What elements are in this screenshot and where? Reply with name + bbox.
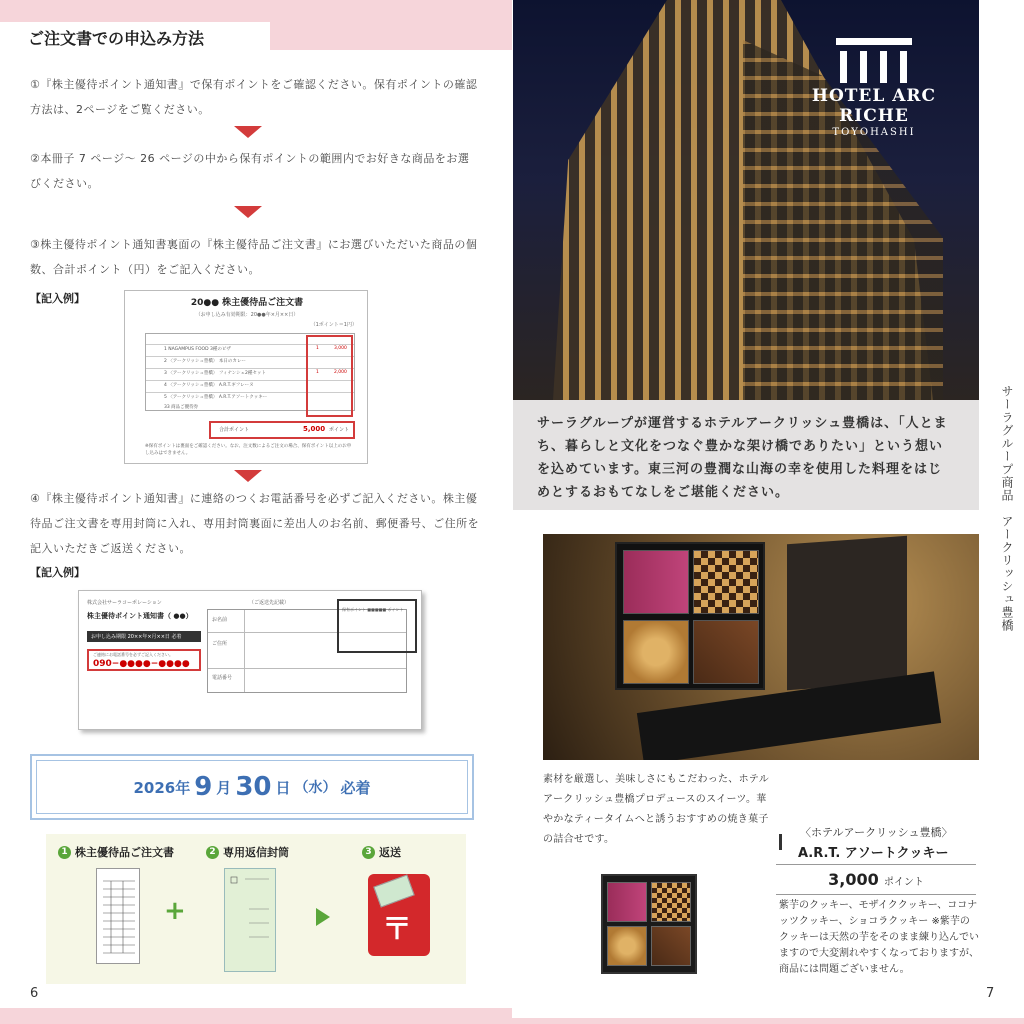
address-row-label: ご住所 [212,641,228,647]
phone-highlight-box [87,649,201,671]
return-header: （ご返送先記載） [249,600,290,606]
step-3-text: ③株主優待ポイント通知書裏面の『株主優待品ご注文書』にお選びいただいた商品の個数、合計ポイント（円）をご記入ください。 [30,238,478,276]
hotel-logo [789,38,959,138]
total-unit: ポイント [329,427,350,433]
hotel-caption: サーラグループが運営するホテルアークリッシュ豊橋は、「人とまち、暮らしと文化をつなぐ豊かな架け橋でありたい」という想いを込めています。東三河の豊潤な山海の幸を使用した料理をはじめとするおもてなしをご堪能ください。 [513,400,979,510]
deadline-box [30,754,474,820]
order-form-note: ※保有ポイントは裏面をご確認ください。なお、注文数によるご注文の場合、保有ポイント以上のお申し込みはできません。 [145,444,352,456]
order-form-title: 20●● 株主優待品ご注文書 [190,298,304,308]
total-label: 合計ポイント [219,427,250,433]
notice-points-box [337,599,417,653]
right-footer-band [512,1018,1024,1024]
cookie-photo [543,534,979,760]
flow-step-2-label: 専用返信封筒 [223,846,289,859]
step-number-icon: 3 [362,846,375,859]
arrow-right-icon [316,908,330,926]
return-flow-diagram [46,834,466,984]
product-thumbnail [601,874,697,974]
order-row: 1 NAGAMPUS FOOD 3種のピザ [164,347,231,352]
points-unit: ポイント [883,877,924,888]
notice-points-label: 保有ポイント ■■■■■ ポイント [342,607,404,612]
notice-deadline-text: お申し込み期限 20××年×月××日 必着 [91,634,182,640]
order-form-deadline: （お申し込み有効期限：20●●年×月××日） [195,312,299,318]
product-brand: 〈ホテルアークリッシュ豊橋〉 [800,826,953,839]
deadline-day: 30 [235,772,272,802]
deadline-weekday: （水） [294,780,337,796]
order-row: 3 〈アークリッシュ豊橋〉 フィナンシェ2種セット [164,371,266,376]
deadline-month-unit: 月 [216,778,232,797]
down-arrow-icon [234,470,262,482]
cookie-box-lid-image [787,536,907,690]
divider [776,864,976,865]
example-label: 【記入例】 [30,292,85,305]
letter-icon [373,875,414,908]
flow-step-1 [58,844,174,860]
hotel-logo-city: TOYOHASHI [832,127,916,138]
divider [776,894,976,895]
postal-mark-icon: 〒 [382,912,412,947]
order-highlight-box [306,335,353,417]
order-total-box [209,421,355,439]
flow-step-3-label: 返送 [379,846,401,859]
side-section-label: サーラグループ商品 アークリッシュ豊橋 [1000,385,1014,632]
order-qty: 1 [316,370,319,375]
order-form-icon [96,868,140,964]
deadline-month: 9 [194,772,213,802]
hotel-logo-mark-icon [836,38,912,82]
product-name: A.R.T. アソートクッキー [798,846,949,861]
order-points: 2,000 [334,370,347,375]
product-detail: 紫芋のクッキー、モザイククッキー、ココナッツクッキー、ショコラクッキー ※紫芋のクッキーは天然の芋をそのまま練り込んでいますので大変割れやすくなっておりますが、商品には問題ございません。 [779,900,979,975]
product-points [776,870,976,889]
order-row: 33 商品ご優待券 [164,405,199,410]
flow-step-2 [206,844,289,860]
hotel-photo [513,0,979,400]
phone-note: ご連絡にお電話番号を必ずご記入ください。 [93,652,173,657]
notice-company: 株式会社サーラコーポレーション [87,600,162,606]
notice-deadline-bar [87,631,201,642]
step-number-icon: 1 [58,846,71,859]
left-footer-band [0,1008,512,1024]
order-row: 2 〈アークリッシュ豊橋〉 本日のカレー [164,359,246,364]
order-form-example [124,290,368,464]
address-row-label: お名前 [212,617,228,623]
step-2-text: ②本冊子 7 ページ～ 26 ページの中から保有ポイントの範囲内でお好きな商品をお選びください。 [30,152,470,190]
flow-step-1-label: 株主優待品ご注文書 [75,846,174,859]
example-label: 【記入例】 [30,566,85,579]
points-value: 3,000 [828,870,879,889]
order-form-rate: （1ポイント＝1円） [310,322,357,328]
product-accent-bar [779,834,782,850]
order-row: 5 〈アークリッシュ豊橋〉 A.R.T.アソートクッキー [164,395,268,400]
cookie-box-image [615,542,765,690]
plus-icon: + [164,896,186,926]
deadline-day-unit: 日 [275,778,291,797]
order-row: 4 〈アークリッシュ豊橋〉 A.R.T.ギフレーヌ [164,383,254,388]
notice-form-example [78,590,422,730]
order-points: 3,000 [334,346,347,351]
phone-number: 090−●●●●−●●●● [93,659,190,669]
order-qty: 1 [316,346,319,351]
return-envelope-icon [224,868,276,972]
postbox-icon [368,874,430,956]
total-value: 5,000 [303,425,326,433]
down-arrow-icon [234,126,262,138]
page-number-right: 7 [986,986,995,1001]
notice-title: 株主優待ポイント通知書（ ●●） [87,612,193,620]
deadline-year: 2026年 [133,778,191,797]
address-row-label: 電話番号 [212,675,233,681]
hotel-logo-name: HOTEL ARC RICHE [811,86,937,126]
flow-step-3 [362,844,401,860]
step-4-text: ④『株主優待ポイント通知書』に連絡のつくお電話番号を必ずご記入ください。株主優待品ご注文書を専用封筒に入れ、専用封筒裏面に差出人のお名前、郵便番号、ご住所を記入いただきご返送ください。 [30,492,480,555]
down-arrow-icon [234,206,262,218]
step-number-icon: 2 [206,846,219,859]
deadline-arrive: 必着 [340,778,371,797]
step-1-text: ①『株主優待ポイント通知書』で保有ポイントをご確認ください。保有ポイントの確認方法は、2ページをご覧ください。 [30,78,478,116]
page-title: ご注文書での申込み方法 [0,22,270,50]
page-number-left: 6 [30,986,39,1001]
product-description: 素材を厳選し、美味しさにもこだわった、ホテルアークリッシュ豊橋プロデュースのスイーツ。華やかなティータイムへと誘うおすすめの焼き菓子の詰合せです。 [543,774,769,845]
